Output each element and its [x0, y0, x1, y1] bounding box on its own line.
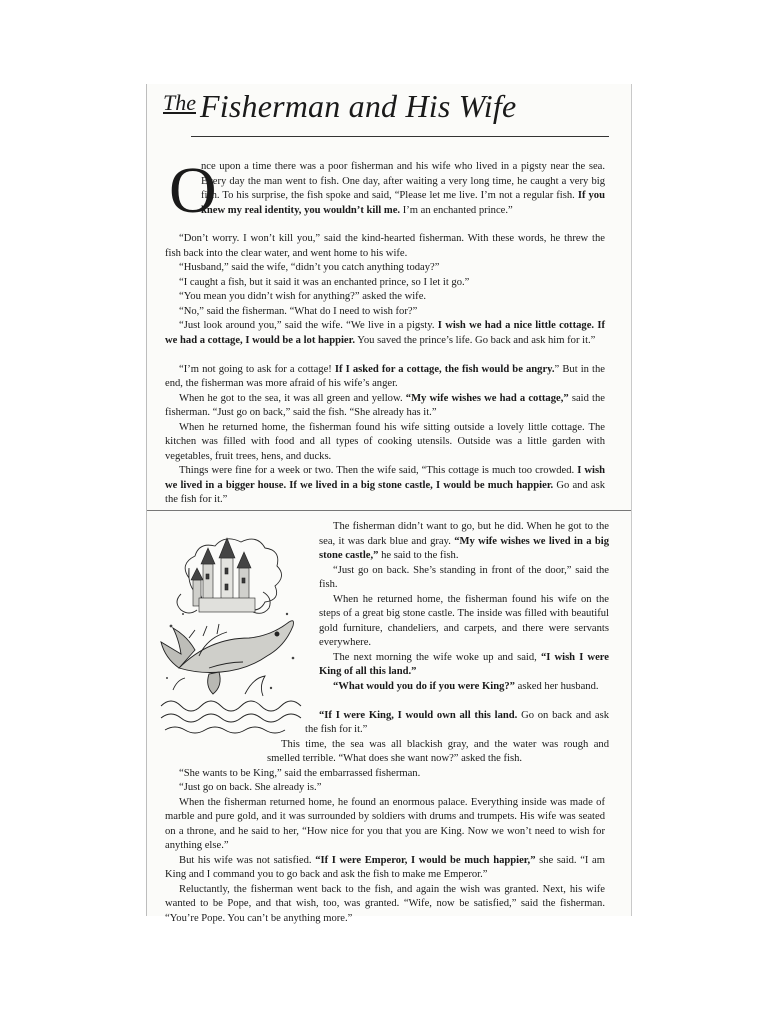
p15-bold: “I wish I were King of all this land.” [319, 651, 609, 677]
drop-cap: O [169, 154, 217, 227]
story-page [146, 84, 632, 924]
p7-bold: I wish we had a nice little cottage. If we had a cottage, I would be a lot happier. [165, 320, 605, 346]
title-the: The [163, 90, 196, 115]
section-divider [147, 510, 631, 511]
paragraph-4: “I caught a fish, but it said it was an enchanted prince, so I let it go.” [179, 276, 470, 288]
paragraph-3: “Husband,” said the wife, “didn’t you catch anything today?” [179, 262, 440, 273]
p1-end: I’m an enchanted prince.” [400, 204, 513, 216]
p15-text: The next morning the wife woke up and said, [333, 651, 541, 663]
paragraph-14: When he returned home, the fisherman found his wife on the steps of a great big stone castle. The inside was filled with beautiful gold furniture, chandeliers, and carpets, and there were servants everywhere. [319, 593, 609, 648]
p1-text: nce upon a time there was a poor fisherman and his wife who lived in a pigsty near the sea. Every day the man went to fish. One day, after waiting a very long time, he caught a very big fish. To his surprise, the fish spoke and said, “Please let me live. I’m not a regular fish. [201, 161, 605, 201]
p8-end: ” But in the end, the fisherman was more afraid of his wife’s anger. [165, 363, 606, 389]
page-title [163, 88, 516, 132]
paragraph-18: This time, the sea was all blackish gray, and the water was rough and smelled terrible. “What does she want now?” asked the fish. [267, 738, 609, 764]
paragraph-11 [165, 464, 605, 508]
p22-end: she said. “I am King and I command you to go back and ask the fish to make me Emperor.” [165, 854, 605, 880]
paragraph-17 [305, 709, 609, 738]
paragraph-5: “You mean you didn’t wish for anything?” asked the wife. [179, 291, 427, 302]
p16-text: asked her husband. [514, 680, 599, 692]
paragraph-6: “No,” said the fisherman. “What do I need to wish for?” [179, 305, 418, 317]
paragraph-13: “Just go on back. She’s standing in front of the door,” said the fish. [319, 564, 609, 590]
paragraph-21: When the fisherman returned home, he found an enormous palace. Everything inside was made of marble and pure gold, and it was surrounded by soldiers with drums and trumpets. His wife was seated on a throne, and he said to her, “How nice for you that you are King. Now we won’t need to wish for anything else.” [165, 796, 605, 851]
paragraph-23: Reluctantly, the fisherman went back to the fish, and again the wish was granted. Next, his wife wanted to be Pope, and that wish, too, was granted. “Wife, now be satisfied,” said the fisherman. “You’re Pope. You can’t be anything more.” [165, 883, 605, 924]
paragraph-7 [165, 319, 605, 348]
paragraph-10: When he returned home, the fisherman found his wife sitting outside a lovely little cottage. The kitchen was filled with food and all types of cooking utensils. Outside was a little garden with vegetables, fruit trees, hens, and ducks. [165, 421, 605, 462]
p12-text: The fisherman didn’t want to go, but he did. When he got to the sea, it was dark blue and gray. [319, 521, 609, 547]
p7-text: “Just look around you,” said the wife. “We live in a pigsty. [179, 320, 438, 331]
p11-end: Go and ask the fish for it.” [165, 479, 606, 505]
p11-text: Things were fine for a week or two. Then the wife said, “This cottage is much too crowded. [179, 465, 578, 476]
p22-bold: “If I were Emperor, I would be much happier,” [315, 854, 536, 866]
title-underline [191, 136, 609, 137]
paragraph-8 [165, 363, 605, 392]
p11-bold: I wish we lived in a bigger house. If we lived in a big stone castle, I would be much happier. [165, 465, 605, 491]
paragraph-12 [319, 520, 609, 564]
paragraph-19: “She wants to be King,” said the embarrassed fisherman. [179, 767, 421, 779]
title-main: Fisherman and His Wife [200, 88, 517, 124]
p12-bold: “My wife wishes we lived in a big stone castle,” [319, 535, 609, 561]
p9-bold: “My wife wishes we had a cottage,” [405, 392, 569, 404]
p8-bold: If I asked for a cottage, the fish would be angry. [334, 363, 555, 375]
paragraph-20: “Just go on back. She already is.” [179, 782, 322, 793]
paragraph-9 [165, 392, 605, 421]
paragraph-15 [319, 651, 609, 680]
p17-text: Go on back and ask the fish for it.” [305, 709, 610, 735]
p9-text: When he got to the sea, it was all green and yellow. [179, 392, 406, 404]
p12-end: he said to the fish. [378, 550, 459, 561]
p8-text: “I’m not going to ask for a cottage! [179, 363, 335, 375]
paragraph-22 [165, 854, 605, 883]
p17-bold: “If I were King, I would own all this land. [319, 709, 518, 721]
p7-end: You saved the prince’s life. Go back and ask him for it.” [355, 334, 596, 346]
p1-bold: If you knew my real identity, you wouldn’t kill me. [201, 190, 605, 216]
paragraph-16 [319, 680, 609, 695]
paragraph-1 [201, 160, 605, 218]
p22-text: But his wife was not satisfied. [179, 854, 316, 866]
p16-bold: “What would you do if you were King?” [333, 680, 515, 692]
fish-castle-illustration [159, 518, 305, 740]
p9-end: said the fisherman. “Just go on back,” said the fish. “She already has it.” [165, 392, 605, 418]
paragraph-2: “Don’t worry. I won’t kill you,” said the kind-hearted fisherman. With these words, he threw the fish back into the clear water, and went home to his wife. [165, 233, 605, 259]
